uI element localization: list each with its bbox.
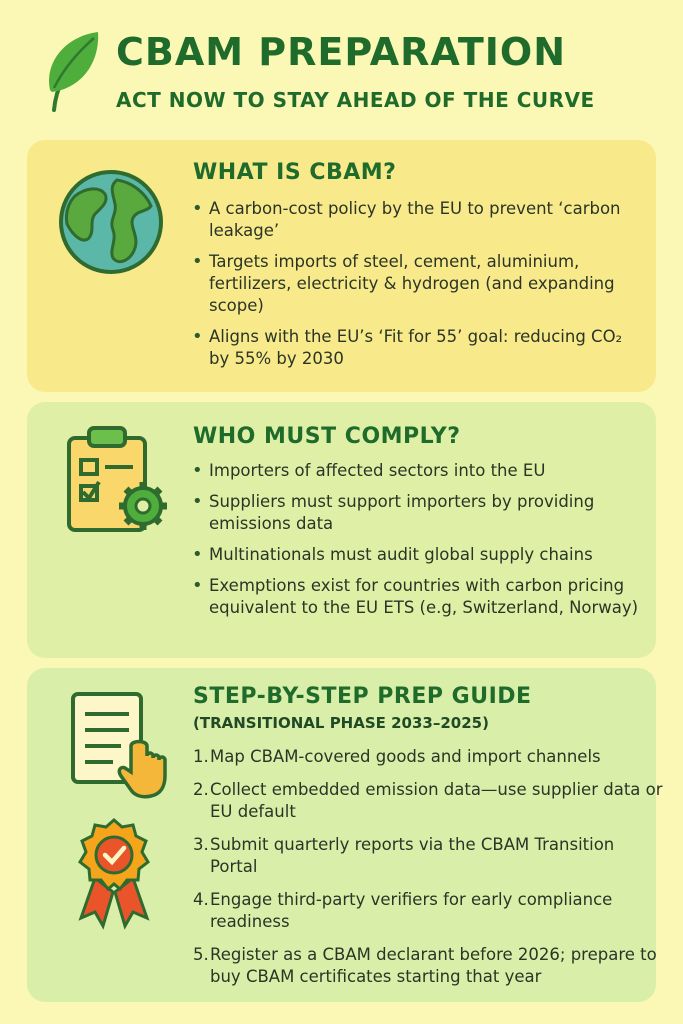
section-title: WHO MUST COMPLY? (193, 424, 461, 449)
section-prep-guide (27, 668, 663, 1002)
list-item: • Aligns with the EU’s ‘Fit for 55’ goal: reducing CO₂ by 55% by 2030 (189, 326, 644, 370)
list-item: • Importers of affected sectors into the EU (189, 460, 644, 482)
step-list (193, 746, 663, 999)
page-title: CBAM PREPARATION (116, 30, 567, 74)
list-item: • A carbon-cost policy by the EU to prevent ‘carbon leakage’ (189, 198, 644, 242)
section-subtitle: (TRANSITIONAL PHASE 2033–2025) (193, 714, 489, 732)
leaf-icon (40, 28, 102, 114)
section-title: WHAT IS CBAM? (193, 160, 397, 185)
section-what-is-cbam (27, 140, 656, 392)
section-who-must-comply (27, 402, 656, 658)
section-title: STEP-BY-STEP PREP GUIDE (193, 684, 532, 709)
globe-icon (55, 166, 167, 278)
clipboard-gear-icon (63, 424, 173, 536)
bullet-list (189, 198, 644, 379)
list-item: 1. Map CBAM-covered goods and import channels (193, 747, 601, 766)
page-subtitle: ACT NOW TO STAY AHEAD OF THE CURVE (116, 88, 595, 112)
header (0, 0, 683, 130)
bullet-list (189, 460, 644, 628)
list-item: 3. Submit quarterly reports via the CBAM Transition Portal (193, 835, 615, 876)
list-item: • Targets imports of steel, cement, aluminium, fertilizers, electricity & hydrogen (and expanding scope) (189, 251, 644, 317)
document-pointer-icon (69, 690, 175, 802)
list-item: 2. Collect embedded emission data—use supplier data or EU default (193, 780, 663, 821)
list-item: • Multinationals must audit global supply chains (189, 544, 644, 566)
award-ribbon-icon (77, 818, 151, 930)
list-item: 5. Register as a CBAM declarant before 2026; prepare to buy CBAM certificates starting that year (193, 945, 657, 986)
list-item: • Exemptions exist for countries with carbon pricing equivalent to the EU ETS (e.g, Switzerland, Norway) (189, 575, 644, 619)
list-item: • Suppliers must support importers by providing emissions data (189, 491, 644, 535)
list-item: 4. Engage third-party verifiers for early compliance readiness (193, 890, 613, 931)
